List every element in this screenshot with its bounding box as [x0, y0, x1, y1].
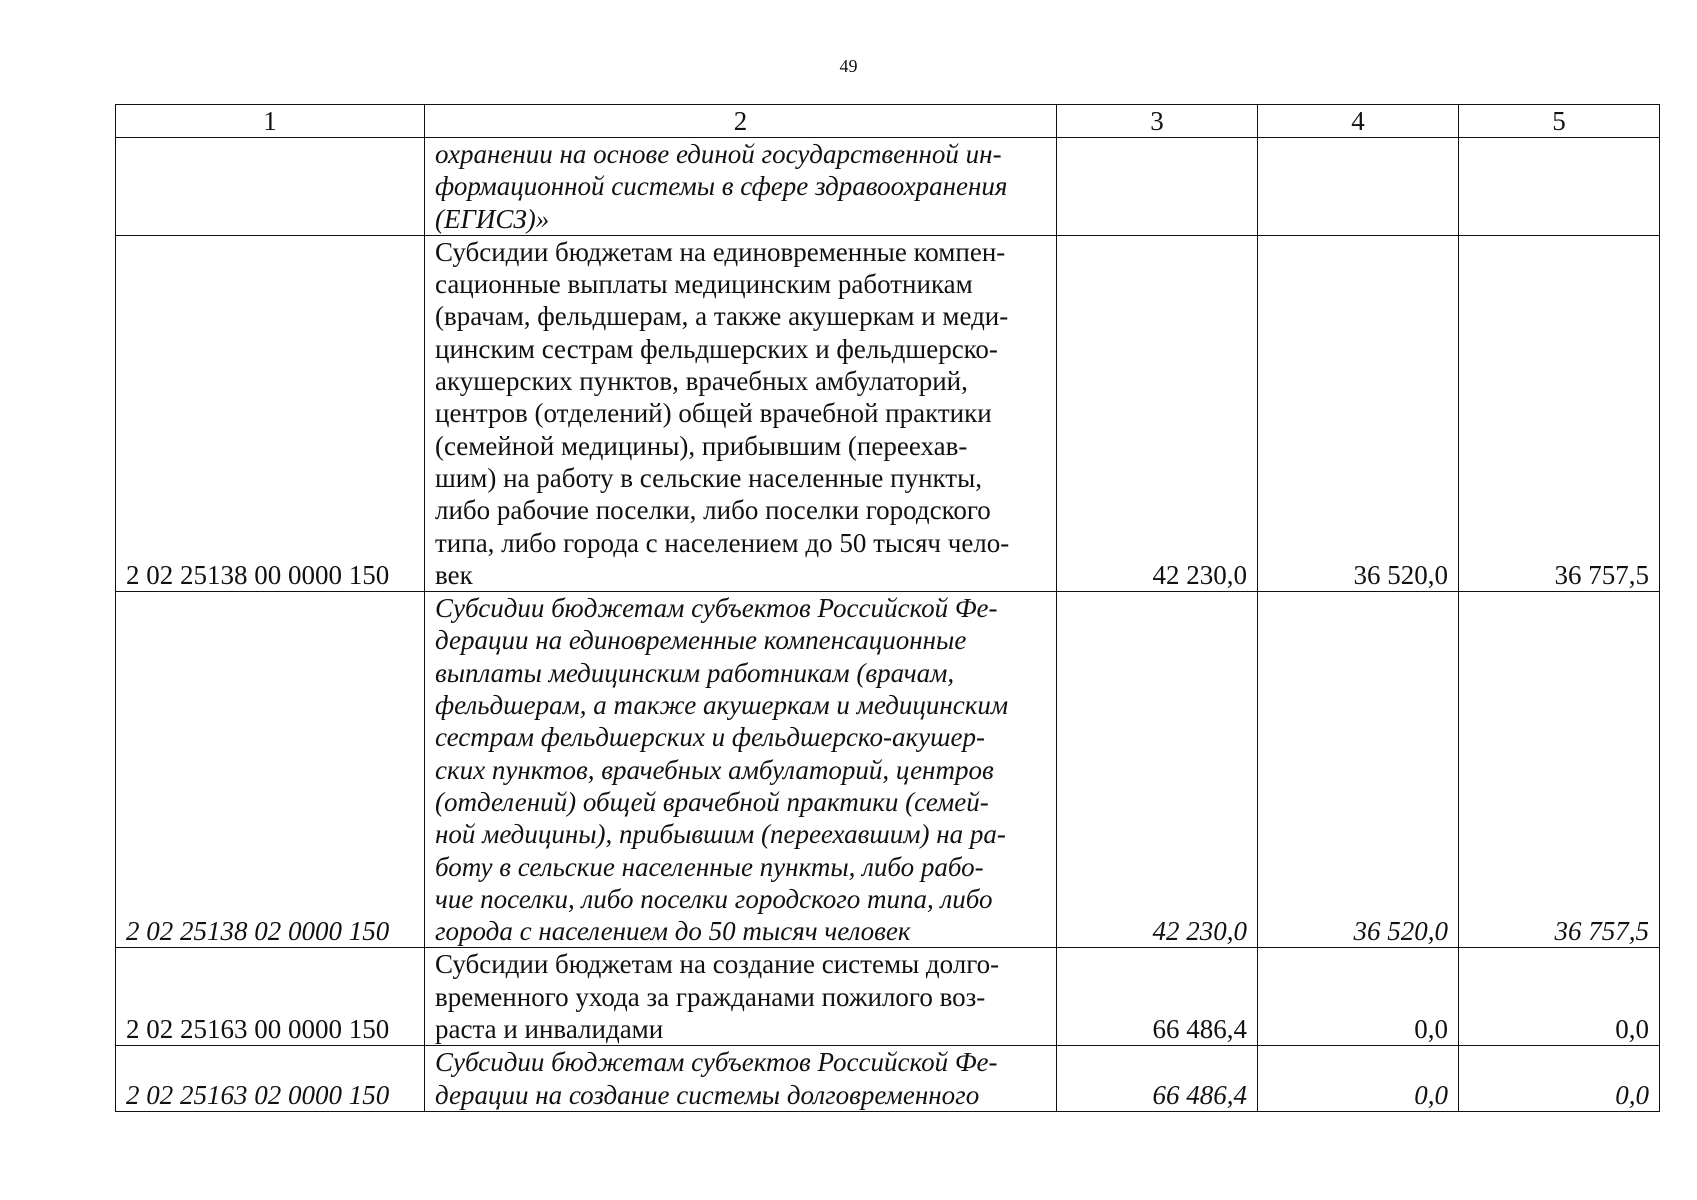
- column-header: 3: [1057, 105, 1258, 138]
- description-line: шим) на работу в сельские населенные пункты,: [435, 462, 982, 493]
- description-line: чие поселки, либо поселки городского типа, либо: [435, 883, 993, 914]
- description-line: цинским сестрам фельдшерских и фельдшерско-: [435, 333, 998, 364]
- amount-col-5: 0,0: [1459, 1046, 1660, 1112]
- budget-code: 2 02 25163 00 0000 150: [116, 948, 425, 1046]
- amount-col-4: 0,0: [1258, 1046, 1459, 1112]
- column-header: 2: [425, 105, 1057, 138]
- description-line: дерации на создание системы долговременного: [435, 1079, 980, 1110]
- description-line: (семейной медицины), прибывшим (переехав-: [435, 430, 968, 461]
- description: [425, 592, 1057, 948]
- description: [425, 235, 1057, 591]
- column-header: 5: [1459, 105, 1660, 138]
- description-line: сестрам фельдшерских и фельдшерско-акушер-: [435, 722, 985, 753]
- description-line: ной медицины), прибывшим (переехавшим) на ра-: [435, 819, 1006, 850]
- description: [425, 948, 1057, 1046]
- column-header: 4: [1258, 105, 1459, 138]
- description-line: временного ухода за гражданами пожилого воз-: [435, 981, 986, 1012]
- description-line: сационные выплаты медицинским работникам: [435, 269, 973, 300]
- description: [425, 1046, 1057, 1112]
- description-line: акушерских пунктов, врачебных амбулаторий,: [435, 366, 968, 397]
- amount-col-3: [1057, 138, 1258, 236]
- description-line: либо рабочие поселки, либо поселки городского: [435, 495, 991, 526]
- description-line: дерации на единовременные компенсационные: [435, 625, 967, 656]
- amount-col-5: 0,0: [1459, 948, 1660, 1046]
- amount-col-4: 36 520,0: [1258, 235, 1459, 591]
- amount-col-3: 42 230,0: [1057, 592, 1258, 948]
- description-line: города с населением до 50 тысяч человек: [435, 916, 911, 947]
- description-line: Субсидии бюджетам на создание системы долго-: [435, 949, 1000, 980]
- description-line: Субсидии бюджетам субъектов Российской Фе-: [435, 593, 998, 624]
- description-line: (врачам, фельдшерам, а также акушеркам и меди-: [435, 301, 1009, 332]
- description-line: (отделений) общей врачебной практики (семей-: [435, 786, 989, 817]
- description-line: раста и инвалидами: [435, 1014, 664, 1045]
- amount-col-5: [1459, 138, 1660, 236]
- description: [425, 138, 1057, 236]
- description-line: Субсидии бюджетам на единовременные компен-: [435, 236, 1006, 267]
- description-line: ских пунктов, врачебных амбулаторий, центров: [435, 754, 994, 785]
- description-line: формационной системы в сфере здравоохранения: [435, 171, 1008, 202]
- amount-col-3: 42 230,0: [1057, 235, 1258, 591]
- column-header: 1: [116, 105, 425, 138]
- table-row: [116, 235, 1660, 591]
- description-line: центров (отделений) общей врачебной практики: [435, 398, 992, 429]
- amount-col-4: 0,0: [1258, 948, 1459, 1046]
- amount-col-4: 36 520,0: [1258, 592, 1459, 948]
- description-line: выплаты медицинским работникам (врачам,: [435, 657, 955, 688]
- page-number: 49: [839, 56, 858, 76]
- amount-col-5: 36 757,5: [1459, 235, 1660, 591]
- description-line: Субсидии бюджетам субъектов Российской Фе-: [435, 1047, 998, 1078]
- table-row: [116, 592, 1660, 948]
- amount-col-5: 36 757,5: [1459, 592, 1660, 948]
- budget-code: [116, 138, 425, 236]
- table-row: [116, 1046, 1660, 1112]
- table-row: [116, 138, 1660, 236]
- description-line: типа, либо города с населением до 50 тысяч чело-: [435, 527, 1010, 558]
- budget-code: 2 02 25138 00 0000 150: [116, 235, 425, 591]
- table-row: [116, 948, 1660, 1046]
- table-header-row: [116, 105, 1660, 138]
- budget-table: [115, 104, 1660, 1112]
- budget-code: 2 02 25163 02 0000 150: [116, 1046, 425, 1112]
- description-line: век: [435, 559, 473, 590]
- budget-code: 2 02 25138 02 0000 150: [116, 592, 425, 948]
- description-line: фельдшерам, а также акушеркам и медицинским: [435, 690, 1009, 721]
- description-line: боту в сельские населенные пункты, либо рабо-: [435, 851, 984, 882]
- description-line: охранении на основе единой государственной ин-: [435, 139, 1002, 169]
- amount-col-4: [1258, 138, 1459, 236]
- amount-col-3: 66 486,4: [1057, 948, 1258, 1046]
- amount-col-3: 66 486,4: [1057, 1046, 1258, 1112]
- description-line: (ЕГИСЗ)»: [435, 203, 550, 234]
